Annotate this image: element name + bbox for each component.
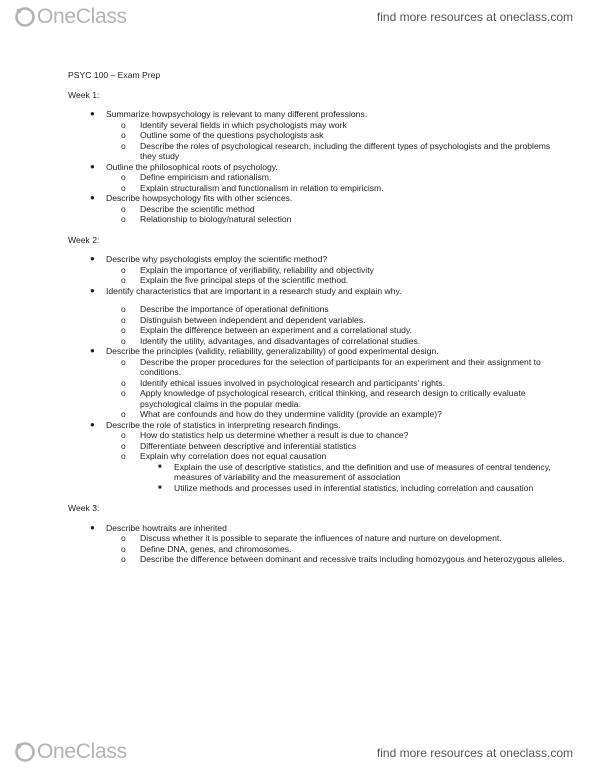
- list-item: ● Identify characteristics that are important in a research study and explain why.: [90, 285, 402, 296]
- list-item: o Relationship to biology/natural selection: [121, 214, 292, 224]
- circle-bullet-icon: o: [121, 409, 126, 419]
- circle-bullet-icon: o: [121, 335, 126, 346]
- circle-bullet-icon: o: [121, 356, 126, 367]
- circle-bullet-icon: o: [121, 130, 126, 140]
- oneclass-logo[interactable]: [14, 5, 127, 29]
- footer-tagline-link[interactable]: find more resources at oneclass.com: [376, 746, 573, 760]
- list-item: o Describe the importance of operational definitions: [121, 304, 329, 314]
- list-item: o Distinguish between independent and dependent variables.: [121, 314, 366, 325]
- week-2-list: [68, 254, 568, 296]
- list-item: o Identify ethical issues involved in psychological research and participants' rights.: [121, 377, 445, 388]
- logo-text: OneClass: [37, 5, 127, 28]
- circle-bullet-icon: o: [121, 140, 126, 151]
- list-item: o Differentiate between descriptive and inferential statistics: [121, 440, 357, 451]
- list-item: o Discuss whether it is possible to separate the influences of nature and nurture on development.: [121, 533, 502, 543]
- circle-bullet-icon: o: [121, 203, 126, 214]
- list-item: o Explain the difference between an experiment and a correlational study.: [121, 325, 412, 335]
- list-item: ■ Explain the use of descriptive statistics, and the definition and use of measures of central tendency, measures of variability and the measurement of association: [158, 461, 551, 482]
- circle-bullet-icon: o: [121, 440, 126, 451]
- list-item: o Identify the utility, advantages, and disadvantages of correlational studies.: [121, 335, 421, 346]
- circle-bullet-icon: o: [121, 304, 126, 314]
- bullet-icon: ●: [90, 109, 95, 118]
- week-1-list: [68, 109, 568, 225]
- bullet-icon: ●: [90, 522, 95, 532]
- circle-bullet-icon: o: [121, 182, 126, 193]
- square-bullet-icon: ■: [158, 484, 162, 491]
- circle-bullet-icon: o: [121, 554, 126, 564]
- list-item: o Identify several fields in which psychologists may work: [121, 119, 347, 130]
- bullet-icon: ●: [90, 193, 95, 202]
- list-item: o What are confounds and how do they undermine validity (provide an example)?: [121, 409, 442, 419]
- square-bullet-icon: ■: [158, 463, 162, 470]
- oneclass-footer-logo[interactable]: [14, 740, 127, 764]
- circle-bullet-icon: o: [121, 377, 126, 388]
- circle-bullet-icon: o: [121, 451, 126, 461]
- list-item: o How do statistics help us determine whether a result is due to chance?: [121, 430, 409, 440]
- list-item: o Explain the five principal steps of the scientific method.: [121, 275, 349, 285]
- circle-bullet-icon: o: [121, 388, 126, 398]
- oneclass-logo-icon: [14, 741, 36, 763]
- document-body: [68, 70, 568, 565]
- week-3-heading: Week 3:: [68, 503, 100, 513]
- bullet-icon: ●: [90, 254, 95, 263]
- list-item: o Outline some of the questions psychologists ask: [121, 130, 324, 140]
- list-item: o Describe the difference between dominant and recessive traits including homozygous and heterozygous alleles.: [121, 554, 565, 564]
- list-item: ● Describe howtraits are inherited: [90, 522, 227, 533]
- list-item: ■ Utilize methods and processes used in inferential statistics, including correlation and causation: [158, 482, 534, 493]
- week-2-list-continued: [68, 304, 568, 493]
- list-item: ● Outline the philosophical roots of psychology.: [90, 161, 278, 172]
- circle-bullet-icon: o: [121, 119, 126, 130]
- bullet-icon: ●: [90, 285, 95, 295]
- circle-bullet-icon: o: [121, 533, 126, 543]
- circle-bullet-icon: o: [121, 543, 126, 554]
- circle-bullet-icon: o: [121, 172, 126, 182]
- list-item: o Describe the scientific method: [121, 203, 255, 214]
- list-item: ● Describe the principles (validity, reliability, generalizability) of good experimental design.: [90, 346, 439, 356]
- oneclass-logo-icon: [14, 6, 36, 28]
- list-item: o Define DNA, genes, and chromosomes.: [121, 543, 292, 554]
- list-item: o Describe the proper procedures for the selection of participants for an experiment and their assignment to conditions.: [121, 356, 541, 377]
- list-item: ● Describe howpsychology fits with other sciences.: [90, 193, 293, 203]
- header-tagline-link[interactable]: find more resources at oneclass.com: [376, 10, 573, 24]
- document-title: PSYC 100 – Exam Prep: [68, 70, 161, 80]
- list-item: ● Describe why psychologists employ the scientific method?: [90, 254, 328, 264]
- circle-bullet-icon: o: [121, 214, 126, 224]
- list-item: o Describe the roles of psychological research, including the different types of psychologists and the problems they study: [121, 140, 551, 161]
- bullet-icon: ●: [90, 161, 95, 171]
- week-2-heading: Week 2:: [68, 234, 100, 245]
- logo-text: OneClass: [37, 740, 127, 763]
- circle-bullet-icon: o: [121, 275, 126, 285]
- list-item: ● Describe the role of statistics in interpreting research findings.: [90, 419, 341, 430]
- circle-bullet-icon: o: [121, 325, 126, 335]
- list-item: o Define empiricism and rationalism.: [121, 172, 272, 182]
- bullet-icon: ●: [90, 346, 95, 355]
- list-item: o Explain structuralism and functionalism in relation to empiricism.: [121, 182, 384, 193]
- list-item: o Explain the importance of verifiability, reliability and objectivity: [121, 264, 374, 275]
- week-1-heading: Week 1:: [68, 89, 100, 100]
- circle-bullet-icon: o: [121, 314, 126, 325]
- list-item: o Apply knowledge of psychological research, critical thinking, and research design to critically evaluate psychological claims in the popular media.: [121, 388, 526, 409]
- circle-bullet-icon: o: [121, 264, 126, 275]
- circle-bullet-icon: o: [121, 430, 126, 440]
- bullet-icon: ●: [90, 419, 95, 429]
- week-3-list: [68, 523, 568, 565]
- list-item: o Explain why correlation does not equal causation: [121, 451, 327, 461]
- list-item: ● Summarize howpsychology is relevant to many different professions.: [90, 109, 368, 119]
